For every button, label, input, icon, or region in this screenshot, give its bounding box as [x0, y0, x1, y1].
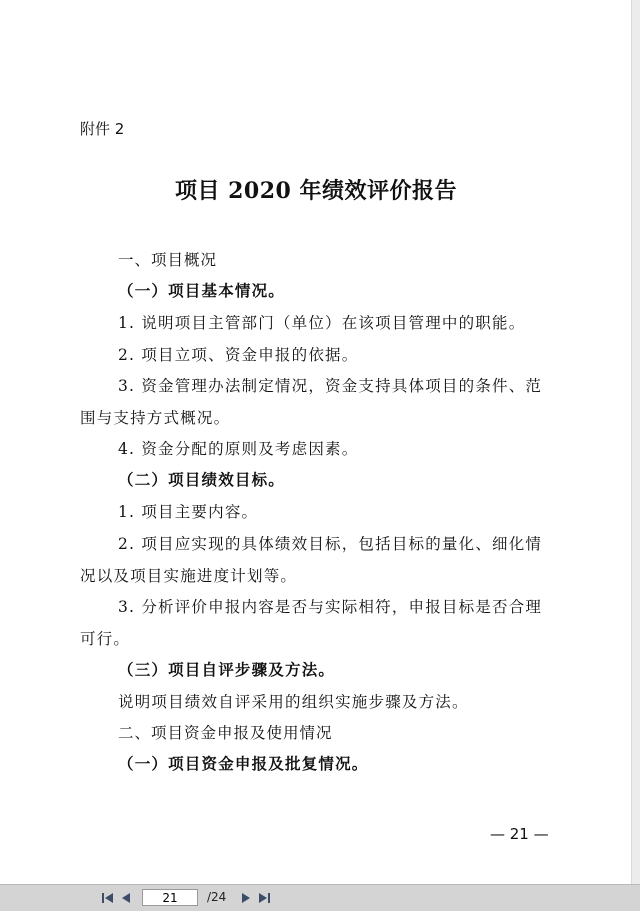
page-navigation-toolbar: [0, 884, 640, 911]
paragraph-line: 围与支持方式概况。: [80, 409, 231, 427]
subsection-heading: （一）项目资金申报及批复情况。: [118, 754, 369, 773]
next-page-icon[interactable]: [238, 890, 254, 906]
page-number: — 21 —: [490, 825, 549, 843]
paragraph-line: 1. 说明项目主管部门（单位）在该项目管理中的职能。: [118, 314, 526, 332]
attachment-label: 附件 2: [80, 120, 125, 138]
subsection-heading: （一）项目基本情况。: [118, 281, 286, 300]
first-page-icon[interactable]: [100, 890, 116, 906]
vertical-scrollbar[interactable]: [631, 0, 640, 884]
section-heading: 一、项目概况: [118, 251, 218, 269]
subsection-heading: （三）项目自评步骤及方法。: [118, 660, 336, 679]
subsection-heading: （二）项目绩效目标。: [118, 470, 286, 489]
paragraph-line: 3. 分析评价申报内容是否与实际相符，申报目标是否合理: [118, 598, 543, 616]
page-number-input[interactable]: [142, 889, 198, 906]
paragraph-line: 3. 资金管理办法制定情况，资金支持具体项目的条件、范: [118, 377, 543, 395]
section-heading: 二、项目资金申报及使用情况: [118, 724, 333, 742]
paragraph-line: 说明项目绩效自评采用的组织实施步骤及方法。: [118, 693, 469, 711]
page-total-label: /24: [207, 890, 227, 904]
paragraph-line: 2. 项目应实现的具体绩效目标，包括目标的量化、细化情: [118, 535, 543, 553]
paragraph-line: 可行。: [80, 630, 131, 648]
paragraph-line: 况以及项目实施进度计划等。: [80, 567, 298, 585]
last-page-icon[interactable]: [256, 890, 272, 906]
previous-page-icon[interactable]: [118, 890, 134, 906]
paragraph-line: 1. 项目主要内容。: [118, 503, 259, 521]
paragraph-line: 4. 资金分配的原则及考虑因素。: [118, 440, 359, 458]
paragraph-line: 2. 项目立项、资金申报的依据。: [118, 346, 359, 364]
document-title: 项目 2020 年绩效评价报告: [174, 178, 458, 204]
